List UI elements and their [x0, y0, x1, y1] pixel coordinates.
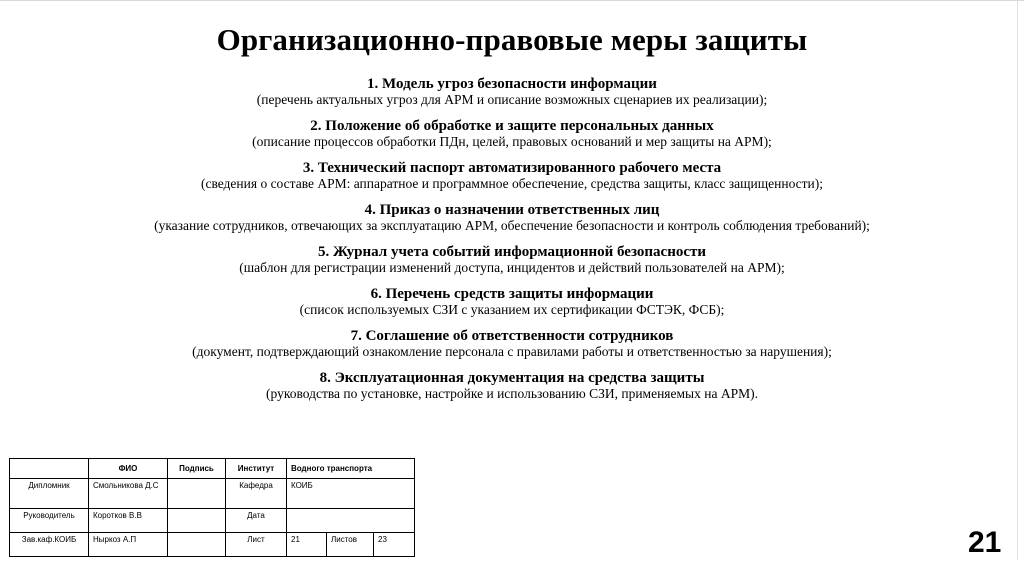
label-cell: Кафедра	[226, 479, 287, 509]
label-cell: Дата	[226, 509, 287, 533]
item-description: (список используемых СЗИ с указанием их сертификации ФСТЭК, ФСБ);	[299, 302, 725, 317]
top-divider	[0, 0, 1024, 1]
item-description: (шаблон для регистрации изменений доступа, инцидентов и действий пользователей на АРМ);	[239, 260, 785, 275]
header-signature: Подпись	[168, 459, 226, 479]
item-title: 1. Модель угроз безопасности информации	[367, 76, 657, 92]
signature-cell	[168, 479, 226, 509]
list-item	[0, 76, 1024, 107]
item-description: (документ, подтверждающий ознакомление персонала с правилами работы и ответственностью за нарушения);	[192, 344, 832, 359]
list-item	[0, 244, 1024, 275]
list-item	[0, 160, 1024, 191]
header-institute: Институт	[226, 459, 287, 479]
sheet-number-cell: 21	[287, 533, 327, 557]
list-item	[0, 118, 1024, 149]
signature-cell	[168, 509, 226, 533]
item-title: 6. Перечень средств защиты информации	[370, 286, 654, 302]
slide-title: Организационно-правовые меры защиты	[216, 22, 808, 57]
table-row	[10, 533, 415, 557]
item-description: (указание сотрудников, отвечающих за эксплуатацию АРМ, обеспечение безопасности и контроль соблюдения требований);	[154, 218, 870, 233]
title-block-table	[9, 458, 415, 557]
item-title: 2. Положение об обработке и защите персональных данных	[310, 118, 714, 134]
header-fio: ФИО	[89, 459, 168, 479]
item-title: 7. Соглашение об ответственности сотрудников	[350, 328, 674, 344]
table-cell	[10, 459, 89, 479]
item-title: 8. Эксплуатационная документация на средства защиты	[319, 370, 705, 386]
item-description: (сведения о составе АРМ: аппаратное и программное обеспечение, средства защиты, класс защищенности);	[200, 176, 824, 191]
item-description: (руководства по установке, настройке и использованию СЗИ, применяемых на АРМ).	[266, 386, 758, 401]
label-cell: Лист	[226, 533, 287, 557]
item-title: 3. Технический паспорт автоматизированного рабочего места	[302, 160, 722, 176]
table-header-row	[10, 459, 415, 479]
fio-cell: Смольникова Д.С	[89, 479, 168, 509]
list-item	[0, 328, 1024, 359]
page-number: 21	[968, 526, 1002, 559]
fio-cell: Ныркоз А.П	[89, 533, 168, 557]
item-description: (перечень актуальных угроз для АРМ и описание возможных сценариев их реализации);	[256, 92, 768, 107]
table-row	[10, 509, 415, 533]
document-list	[0, 76, 1024, 412]
item-description: (описание процессов обработки ПДн, целей, правовых оснований и мер защиты на АРМ);	[252, 134, 772, 149]
sheets-total-cell: 23	[374, 533, 415, 557]
fio-cell: Коротков В.В	[89, 509, 168, 533]
header-institute-value: Водного транспорта	[287, 459, 415, 479]
signature-cell	[168, 533, 226, 557]
list-item	[0, 286, 1024, 317]
sheets-label-cell: Листов	[327, 533, 374, 557]
role-cell: Руководитель	[10, 509, 89, 533]
item-title: 4. Приказ о назначении ответственных лиц	[364, 202, 660, 218]
role-cell: Дипломник	[10, 479, 89, 509]
value-cell: КОИБ	[287, 479, 415, 509]
table-row	[10, 479, 415, 509]
value-cell	[287, 509, 415, 533]
item-title: 5. Журнал учета событий информационной безопасности	[317, 244, 707, 260]
list-item	[0, 370, 1024, 401]
list-item	[0, 202, 1024, 233]
role-cell: Зав.каф.КОИБ	[10, 533, 89, 557]
